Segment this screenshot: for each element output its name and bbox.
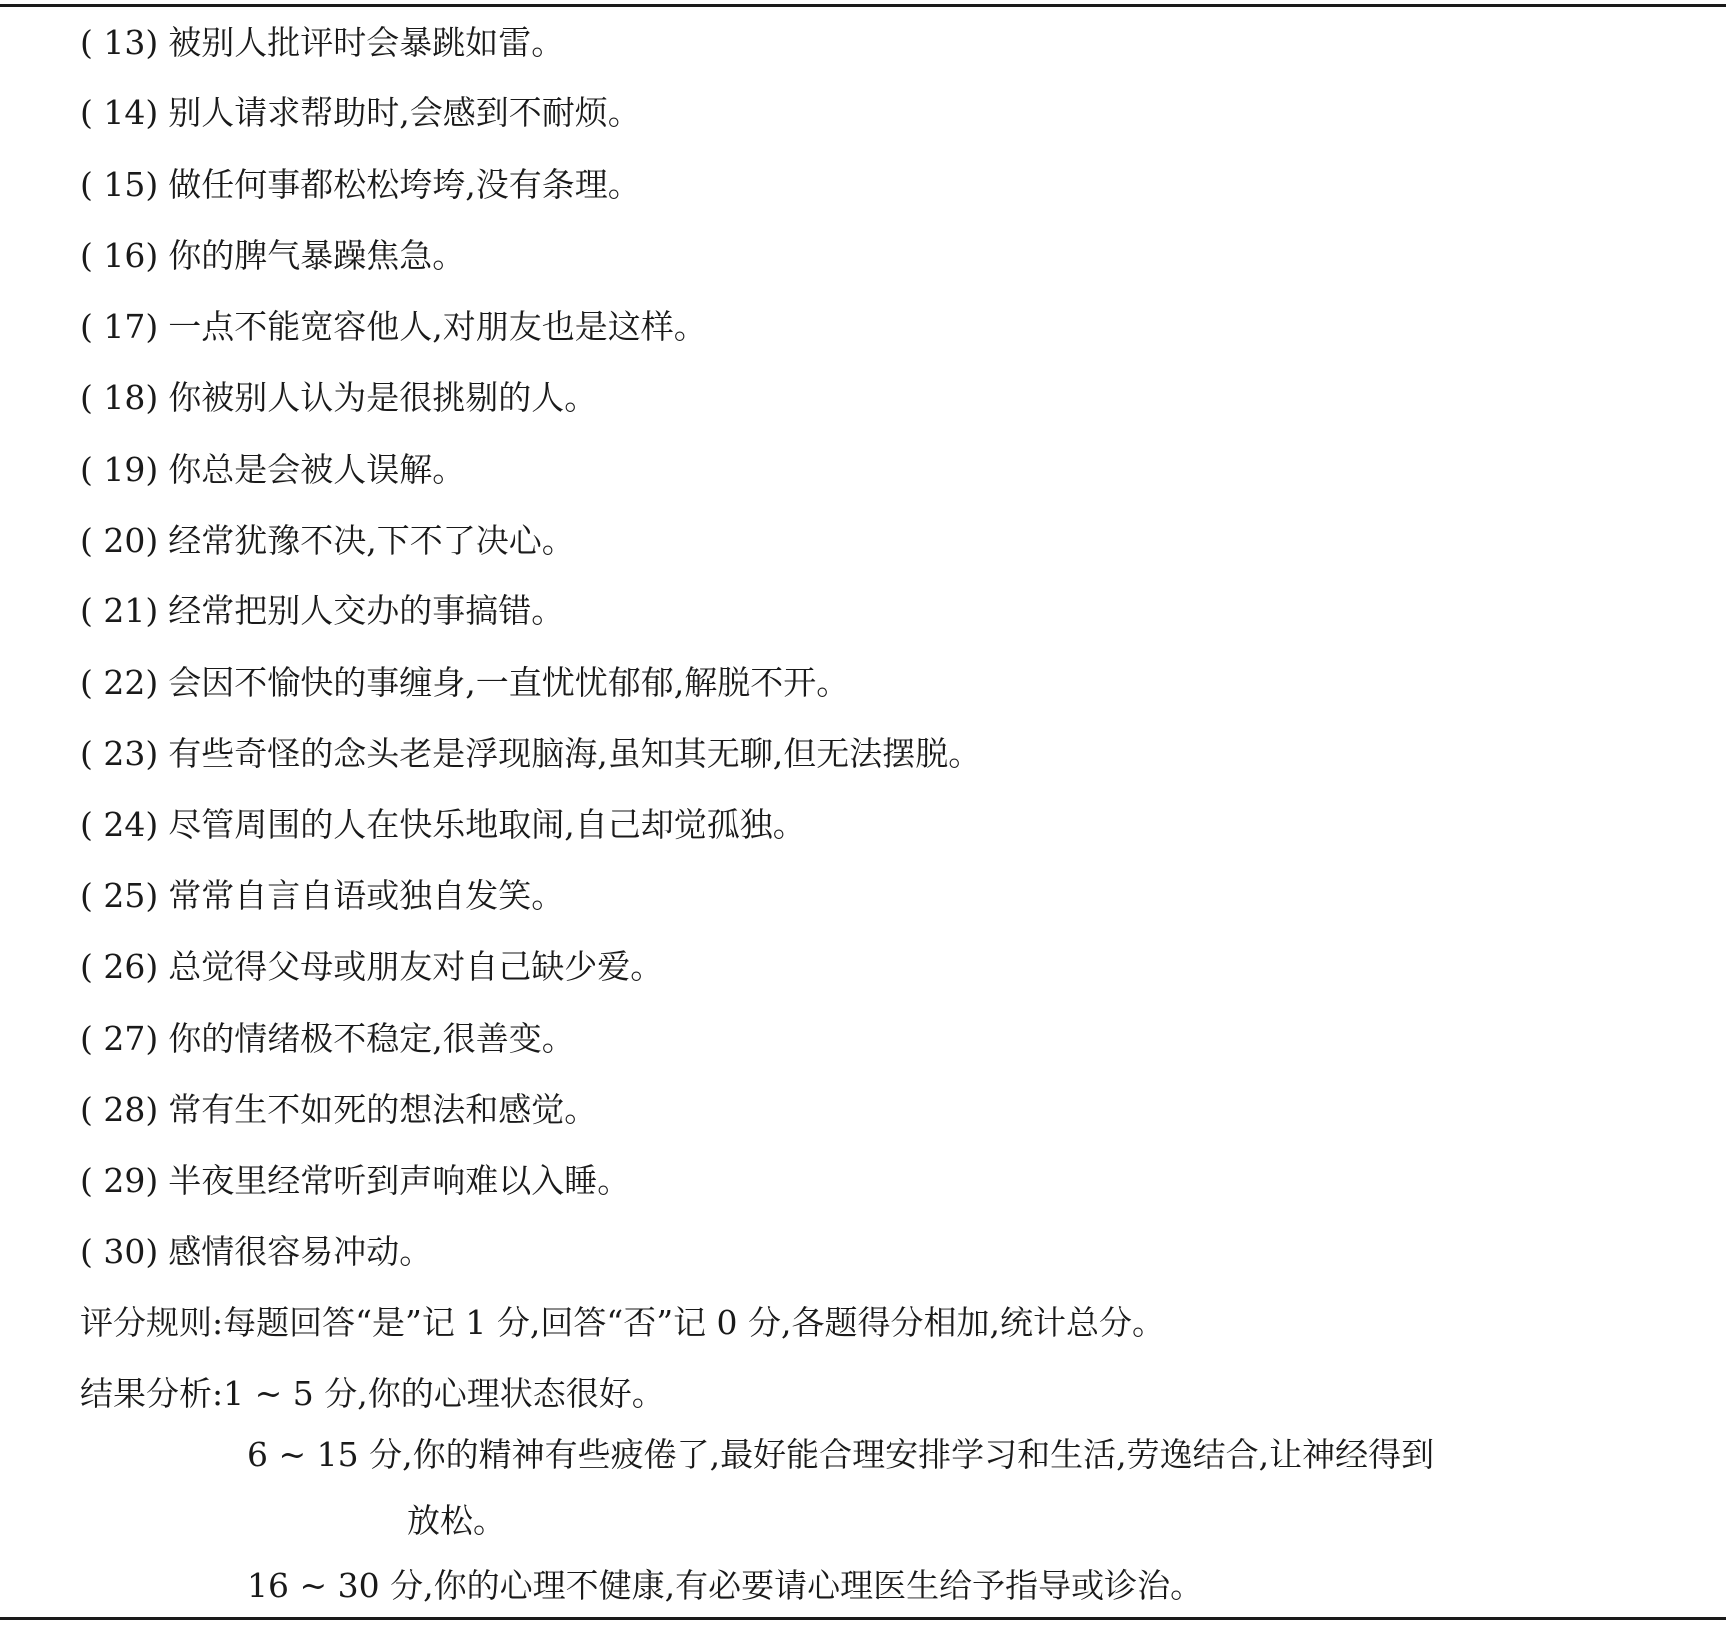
question-item-28 xyxy=(80,1085,597,1135)
question-number: ( 21) xyxy=(80,591,159,630)
question-number: ( 17) xyxy=(80,307,159,346)
question-number: ( 20) xyxy=(80,521,159,560)
question-text: 尽管周围的人在快乐地取闹,自己却觉孤独。 xyxy=(168,805,806,844)
question-item-16 xyxy=(80,231,465,281)
question-number: ( 26) xyxy=(80,947,159,986)
result-range-1: 1 ~ 5 分,你的心理状态很好。 xyxy=(223,1374,665,1413)
question-item-17 xyxy=(80,302,707,352)
question-text: 经常把别人交办的事搞错。 xyxy=(168,591,565,630)
question-text: 你的情绪极不稳定,很善变。 xyxy=(168,1019,575,1058)
question-number: ( 30) xyxy=(80,1232,159,1271)
question-text: 经常犹豫不决,下不了决心。 xyxy=(168,521,575,560)
question-text: 你的脾气暴躁焦急。 xyxy=(168,236,466,275)
question-number: ( 14) xyxy=(80,93,159,132)
question-text: 别人请求帮助时,会感到不耐烦。 xyxy=(168,93,641,132)
bottom-rule xyxy=(0,1617,1726,1620)
question-text: 被别人批评时会暴跳如雷。 xyxy=(168,23,565,62)
scoring-rule xyxy=(80,1298,1165,1348)
question-text: 你被别人认为是很挑剔的人。 xyxy=(168,378,598,417)
question-number: ( 15) xyxy=(80,165,159,204)
question-item-29 xyxy=(80,1156,630,1206)
result-analysis xyxy=(80,1369,665,1419)
result-range-2-continued: 放松。 xyxy=(407,1501,506,1540)
question-text: 常有生不如死的想法和感觉。 xyxy=(168,1090,598,1129)
scoring-label: 评分规则: xyxy=(80,1303,224,1342)
question-number: ( 16) xyxy=(80,236,159,275)
question-item-22 xyxy=(80,658,849,708)
question-number: ( 23) xyxy=(80,734,159,773)
question-item-13 xyxy=(80,18,564,68)
question-text: 半夜里经常听到声响难以入睡。 xyxy=(168,1161,631,1200)
question-text: 你总是会被人误解。 xyxy=(168,450,466,489)
question-item-15 xyxy=(80,160,641,210)
question-item-20 xyxy=(80,516,575,566)
question-text: 一点不能宽容他人,对朋友也是这样。 xyxy=(168,307,707,346)
question-item-18 xyxy=(80,373,597,423)
question-number: ( 29) xyxy=(80,1161,159,1200)
question-number: ( 24) xyxy=(80,805,159,844)
question-text: 做任何事都松松垮垮,没有条理。 xyxy=(168,165,641,204)
question-number: ( 25) xyxy=(80,876,159,915)
scoring-text: 每题回答“是”记 1 分,回答“否”记 0 分,各题得分相加,统计总分。 xyxy=(223,1303,1166,1342)
question-text: 有些奇怪的念头老是浮现脑海,虽知其无聊,但无法摆脱。 xyxy=(168,734,982,773)
question-number: ( 13) xyxy=(80,23,159,62)
question-item-21 xyxy=(80,586,564,636)
result-range-2: 6 ~ 15 分,你的精神有些疲倦了,最好能合理安排学习和生活,劳逸结合,让神经得到 xyxy=(247,1435,1435,1474)
question-item-26 xyxy=(80,942,663,992)
question-text: 总觉得父母或朋友对自己缺少爱。 xyxy=(168,947,664,986)
question-item-25 xyxy=(80,871,564,921)
question-number: ( 18) xyxy=(80,378,159,417)
question-text: 会因不愉快的事缠身,一直忧忧郁郁,解脱不开。 xyxy=(168,663,850,702)
question-item-23 xyxy=(80,729,981,779)
question-text: 感情很容易冲动。 xyxy=(168,1232,433,1271)
result-label: 结果分析: xyxy=(80,1374,224,1413)
question-text: 常常自言自语或独自发笑。 xyxy=(168,876,565,915)
question-number: ( 27) xyxy=(80,1019,159,1058)
question-item-27 xyxy=(80,1014,575,1064)
result-range-3: 16 ~ 30 分,你的心理不健康,有必要请心理医生给予指导或诊治。 xyxy=(247,1566,1204,1605)
question-number: ( 19) xyxy=(80,450,159,489)
question-number: ( 28) xyxy=(80,1090,159,1129)
question-number: ( 22) xyxy=(80,663,159,702)
question-item-30 xyxy=(80,1227,432,1277)
question-item-14 xyxy=(80,88,641,138)
question-item-24 xyxy=(80,800,806,850)
question-item-19 xyxy=(80,445,465,495)
